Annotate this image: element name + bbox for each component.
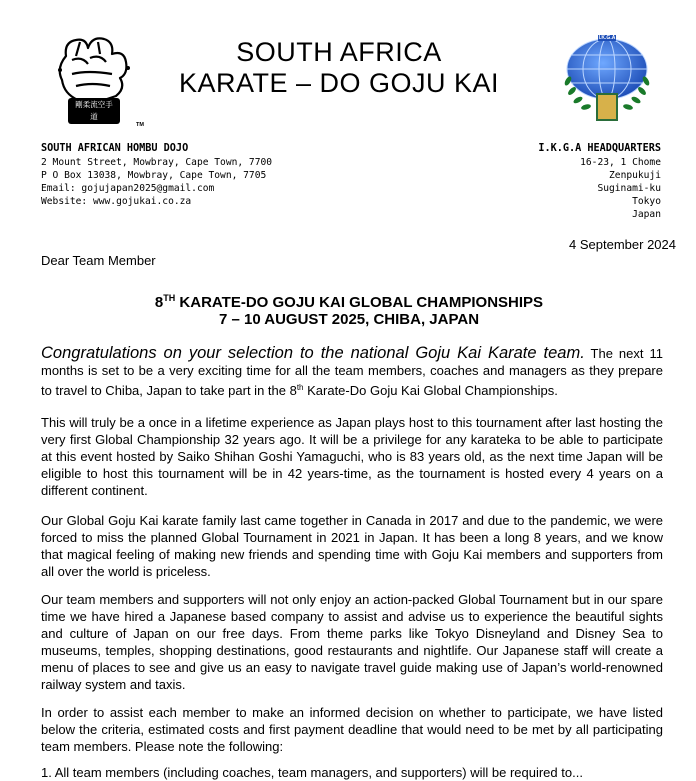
ikga-hq-address bbox=[538, 142, 661, 221]
trademark-mark: TM bbox=[136, 122, 144, 128]
intro-text-b: Karate-Do Goju Kai Global Championships. bbox=[303, 383, 558, 398]
heading-title: KARATE-DO GOJU KAI GLOBAL CHAMPIONSHIPS bbox=[175, 294, 544, 311]
address-line: P O Box 13038, Mowbray, Cape Town, 7705 bbox=[41, 170, 267, 181]
email-line[interactable]: Email: gojujapan2025@gmail.com bbox=[41, 183, 215, 194]
championship-heading bbox=[41, 289, 657, 312]
paragraph-sightseeing: Our team members and supporters will not only enjoy an action-packed Global Tournament but in our spare time we have hired a Japanese based company to assist and advise us to experience the beautiful sights and culture of Japan on our free days. From theme parks like Tokyo Disneyland and Disney Sea to museums, temples, shopping destinations, good restaurants and nightlife. Our Japanese staff will create a menu of places to see and give us an easy to navigate travel guide making use of Japan’s world-renowned railway system and taxis. bbox=[41, 592, 663, 692]
address-line: Tokyo bbox=[632, 196, 661, 207]
heading-ordinal-suffix: TH bbox=[163, 293, 176, 303]
paragraph-criteria: In order to assist each member to make an informed decision on whether to participate, we have listed below the criteria, estimated costs and first payment deadline that would need to be met by all participating team members. Please note the following: bbox=[41, 705, 663, 754]
address-line: Japan bbox=[632, 209, 661, 220]
address-line: 2 Mount Street, Mowbray, Cape Town, 7700 bbox=[41, 157, 273, 168]
paragraph-once-in-lifetime: This will truly be a once in a lifetime experience as Japan plays host to this tournament after last hosting the very first Global Championship 32 years ago. It will be a privilege for any karateka to be able to participate at this event hosted by Saiko Shihan Goshi Yamaguchi, who is 83 years old, as the next time Japan will be eligible to host this tournament will be in 42 years-time, as the tournament is hosted every 4 years on a different continent. bbox=[41, 415, 663, 498]
intro-ordinal-suffix: th bbox=[296, 383, 304, 392]
intro-congratulations: Congratulations on your selection to the national Goju Kai Karate team. bbox=[41, 344, 585, 362]
address-line: Zenpukuji bbox=[609, 170, 661, 181]
org-title-line1: SOUTH AFRICA bbox=[236, 37, 442, 67]
website-line[interactable]: Website: www.gojukai.co.za bbox=[41, 196, 192, 207]
paragraph-global-family: Our Global Goju Kai karate family last came together in Canada in 2017 and due to the pandemic, we were forced to miss the planned Global Tournament in 2021 in Japan. It has been a long 8 years, and we know that magical feeling of making new friends and spending time with Goju Kai members and supporters from all over the world is priceless. bbox=[41, 513, 663, 579]
salutation: Dear Team Member bbox=[41, 253, 156, 268]
intro-text-a: The next 11 months is set to be a very exciting time for all the team members, coaches and managers as they prepare to travel to Chiba, Japan to take part in the 8 bbox=[41, 346, 663, 398]
org-title-line2: KARATE – DO GOJU KAI bbox=[178, 68, 500, 98]
letter-date: 4 September 2024 bbox=[569, 237, 676, 252]
championship-dates-heading: 7 – 10 AUGUST 2025, CHIBA, JAPAN bbox=[218, 311, 480, 328]
globe-laurel-icon bbox=[548, 33, 666, 131]
paragraph-intro bbox=[41, 345, 663, 399]
hombu-dojo-address bbox=[41, 142, 272, 208]
goju-kai-fist-logo bbox=[42, 30, 142, 128]
ikga-banner: I.K.G.A bbox=[598, 35, 616, 41]
paragraph-list-item-1: 1. All team members (including coaches, team managers, and supporters) will be required to... bbox=[41, 765, 583, 780]
emblem-caption-block bbox=[68, 98, 120, 124]
address-line: Suginami-ku bbox=[597, 183, 661, 194]
address-line: 16-23, 1 Chome bbox=[580, 157, 661, 168]
hombu-dojo-name: SOUTH AFRICAN HOMBU DOJO bbox=[41, 143, 189, 154]
ikga-globe-logo bbox=[548, 33, 666, 131]
ikga-hq-name: I.K.G.A HEADQUARTERS bbox=[538, 143, 661, 154]
heading-ordinal: 8 bbox=[154, 294, 164, 311]
emblem-caption-text: 剛柔流空手道 bbox=[75, 100, 113, 121]
